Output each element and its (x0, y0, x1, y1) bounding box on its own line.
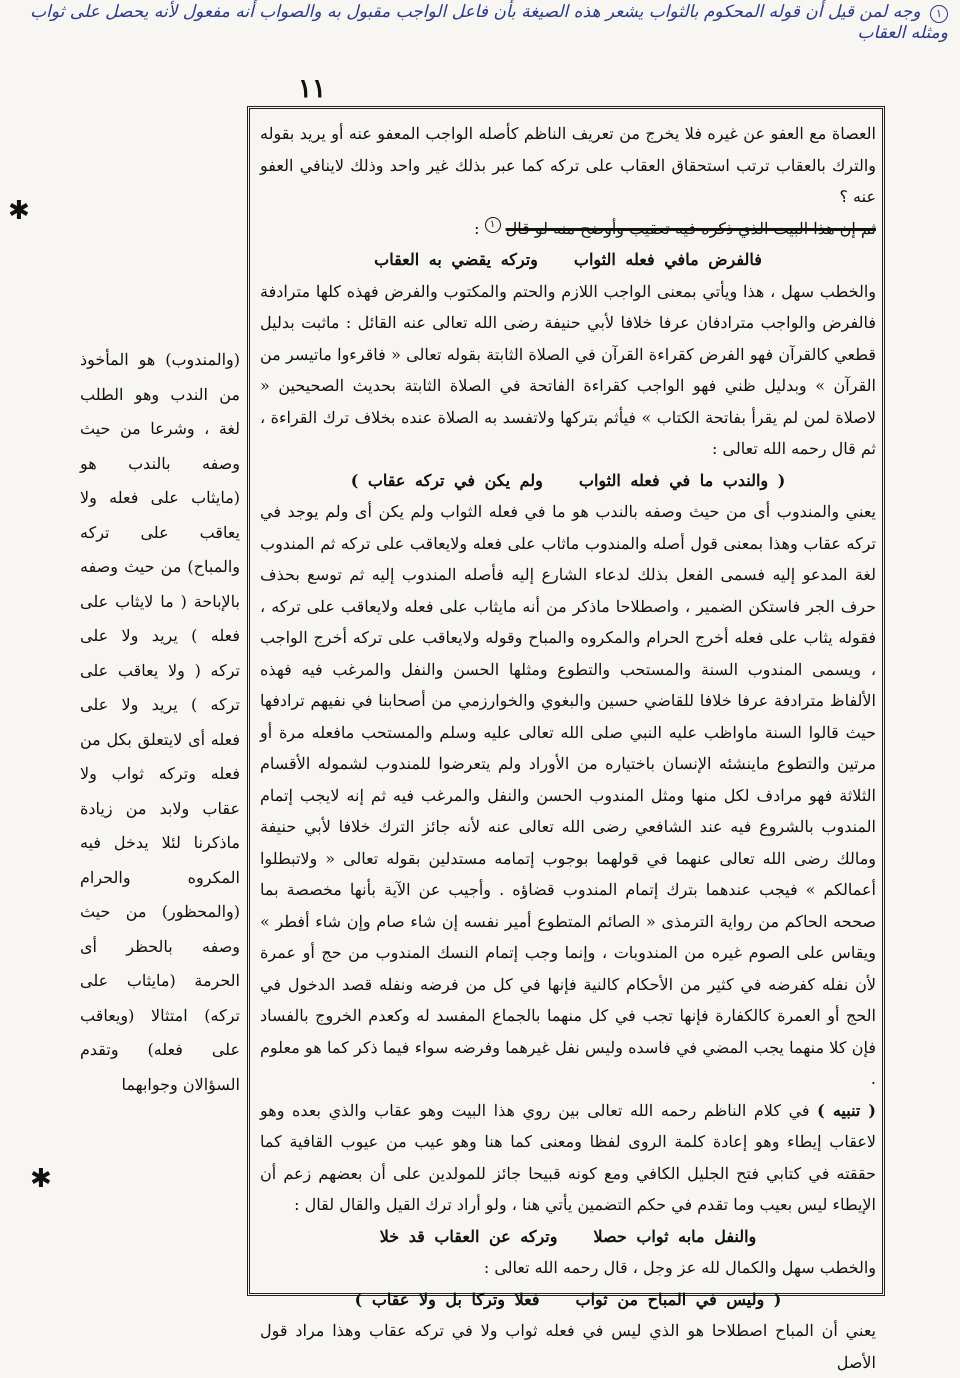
footnote-reference: ١ (485, 217, 501, 233)
verse-4-second-hemistich: فعلا وتركا بل ولا عقاب ) (354, 1289, 540, 1309)
struck-line-tail: : (474, 218, 480, 238)
paragraph-3: يعني والمندوب أى من حيث وصفه بالندب هو ما في فعله الثواب ولم يكن أى ولم يوجد في تركه عقاب وهذا بمعنى قول أصله والمندوب ماثاب على فعله ولايعاقب على تركه ثم المندوب لغة المدعو إليه فسمى الفعل بذلك لدعاء الشارع إليه فأصله المندوب إليه ثم توسع بحذف حرف الجر فاستكن الضمير ، واصطلاحا ماذكر من أنه مايثاب على فعله ولايعاقب على تركه ، فقوله يثاب على فعله أخرج الحرام والمكروه والمباح وقوله ولايعاقب على تركه أخرج الواجب ، ويسمى المندوب السنة والمستحب والتطوع ومثلها الحسن والنفل والمرغب فيه فهذه الألفاظ مترادفة عرفا خلافا للقاضي حسين والبغوي والخوارزمي من أصحابنا في نفيهم ترادفها حيث قالوا السنة ماواظب عليه النبي صلى الله تعالى عليه وسلم والمستحب مافعله مرة أو مرتين والتطوع ماينشئه الإنسان باختياره من الأوراد ولم يتعرضوا للمندوب لشموله الأقسام الثلاثة فهو مرادف لكل منها ومثل المندوب الحسن والنفل والمرغب فيه ثم إنه لايجب إتمام المندوب بالشروع فيه عند الشافعي رضى الله تعالى عنه لأنه جائز الترك خلافا لأبي حنيفة ومالك رضى الله تعالى عنهما في قولهما بوجوب إتمامه مستدلين بقوله تعالى « ولاتبطلوا أعمالكم » فيجب عندهما بترك إتمام المندوب قضاؤه . وأجيب عن الآية بأنها مخصصة بما صححه الحاكم من رواية الترمذى « الصائم المتطوع أمير نفسه إن شاء صام وإن شاء أفطر » ويقاس على الصوم غيره من المندوبات ، وإنما وجب إتمام النسك المندوب من حج أو عمرة لأن نفله كفرضه في كثير من الأحكام كالنية فإنها في كل من فرضه ونفله قصد الدخول في الحج أو العمرة كالكفارة فإنها تجب في كل منهما بالجماع المفسد له وكعدم الخروج بالفساد فإن كلا منهما يجب المضي في فاسده وليس نفل غيرهما وفرضه سواء فيما ذكر كما هو معلوم . (260, 502, 877, 1088)
asterisk-mark-top: ✱ (8, 196, 30, 226)
page-number: ١١ (298, 74, 326, 104)
struck-line (260, 213, 876, 245)
asterisk-mark-bottom: ✱ (30, 1164, 52, 1194)
verse-2-second-hemistich: ولم يكن في تركه عقاب ) (350, 470, 543, 490)
tanbih-label: ( تنبيه ) (817, 1100, 877, 1120)
main-text-column (260, 118, 876, 1378)
verse-1 (260, 244, 876, 276)
paragraph-2: والخطب سهل ، هذا ويأتي بمعنى الواجب اللازم والحتم والمكتوب والفرض فهذه كلها مترادفة فالفرض والواجب مترادفان عرفا خلافا لأبي حنيفة رضى الله تعالى عنه القائل : ماثبت بدليل قطعي كالقرآن فهو الفرض كقراءة القرآن في الصلاة الثابتة بقوله تعالى « فاقرءوا ماتيسر من القرآن » وبدليل ظني فهو الواجب كقراءة الفاتحة في الصلاة الثابتة بحديث الصحيحين « لاصلاة لمن لم يقرأ بفاتحة الكتاب » فيأثم بتركها ولاتفسد به الصلاة عنده بخلاف ترك القراءة ، ثم قال رحمه الله تعالى : (260, 281, 876, 458)
side-commentary: (والمندوب) هو المأخوذ من الندب وهو الطلب لغة ، وشرعا من حيث وصفه بالندب هو (مايثاب على فعله ولا يعاقب على تركه والمباح) من حيث وصفه بالإباحة ( ما لايثاب على فعله ) يريد ولا على تركه ( ولا يعاقب على تركه ) يريد ولا على فعله أى لايتعلق بكل من فعله وتركه ثواب ولا عقاب ولابد من زيادة ماذكرنا لئلا يدخل فيه المكروه والحرام (والمحظور) من حيث وصفه بالحظر أى الحرمة (مايثاب على تركه) امتثالا (ويعاقب على فعله) وتقدم السؤالان وجوابهما (80, 350, 240, 1094)
verse-3 (260, 1221, 876, 1253)
paragraph-4-text: في كلام الناظم رحمه الله تعالى بين روي هذا البيت وهو عقاب والذي بعده وهو لاعقاب إيطاء وهو إعادة كلمة الروى لفظا ومعنى كما هنا وهو عيب من عيوب القافية كما حققته في كتابي فتح الجليل الكافي ومع كونه قبيحا جائز للمولدين على أن بعضهم زعم أن الإيطاء ليس بعيب وما تقدم في حكم التضمين يأتي هنا ، ولو أراد ترك القيل والقال لقال : (260, 1100, 876, 1214)
verse-3-first-hemistich: والنفل مابه ثواب حصلا (593, 1226, 757, 1246)
handwritten-note-text: وجه لمن قيل أن قوله المحكوم بالثواب يشعر هذه الصيغة بأن فاعل الواجب مقبول به والصواب أنه مفعول لأنه يحصل على ثواب ومثله العقاب (30, 2, 948, 43)
paragraph-6: يعني أن المباح اصطلاحا هو الذي ليس في فعله ثواب ولا في تركه عقاب وهذا مراد قول الأصل (260, 1321, 876, 1372)
paragraph-5: والخطب سهل والكمال لله عز وجل ، قال رحمه الله تعالى : (483, 1258, 876, 1277)
paragraph-4 (260, 1095, 876, 1221)
verse-3-second-hemistich: وتركه عن العقاب قد خلا (379, 1226, 558, 1246)
footnote-circle-number: ١ (930, 5, 948, 23)
verse-2-first-hemistich: ( والندب ما في فعله الثواب (578, 470, 786, 490)
paragraph-1: العصاة مع العفو عن غيره فلا يخرج من تعريف الناظم كأصله الواجب المعفو عنه أو يريد بقوله والترك بالعقاب ترتب استحقاق العقاب على تركه كما عبر بذلك غير واحد وذلك لاينافي العفو عنه ؟ (260, 124, 876, 206)
verse-2 (260, 465, 876, 497)
verse-1-second-hemistich: وتركه يقضي به العقاب (374, 250, 538, 269)
verse-4-first-hemistich: ( وليس في المباح من ثواب (575, 1289, 782, 1309)
verse-1-first-hemistich: فالفرض مافي فعله الثواب (573, 250, 762, 269)
verse-4 (260, 1284, 876, 1316)
handwritten-margin-note (8, 2, 948, 44)
struck-through-text: ثم إن هذا البيت الذي ذكره فيه تعقيب وأوضح منه لو قال (505, 218, 876, 238)
